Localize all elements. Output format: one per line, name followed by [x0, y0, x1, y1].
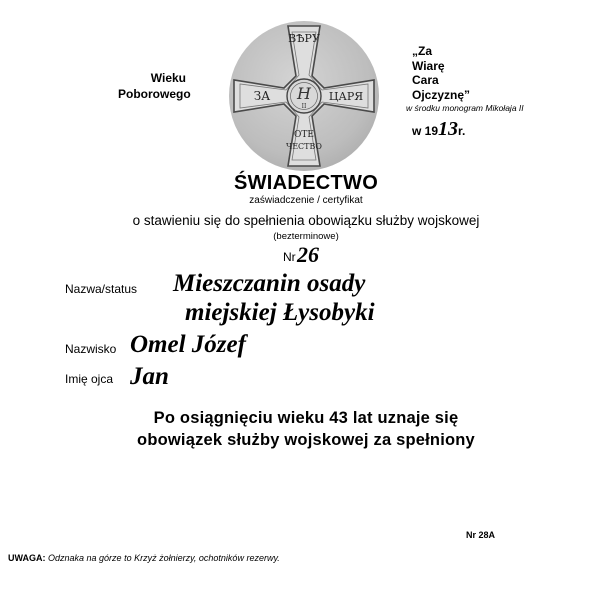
father-name-value: Jan — [130, 363, 169, 390]
note-label: UWAGA: — [8, 553, 46, 563]
footer-note — [8, 553, 280, 563]
age-category-line1: Wieku — [150, 71, 186, 85]
motto-line3: Cara — [412, 73, 439, 87]
document-permanence: (bezterminowe) — [273, 231, 339, 242]
medal-bottom-line1: ОТЕ — [294, 130, 314, 140]
motto-block — [412, 44, 470, 102]
medal-left-text: ЗА — [253, 89, 271, 103]
year-line — [412, 118, 465, 141]
age-category-label — [118, 70, 191, 102]
number-value: 26 — [297, 242, 319, 267]
year-suffix: r. — [458, 124, 466, 138]
surname-label: Nazwisko — [65, 342, 117, 356]
declaration — [0, 407, 600, 451]
form-number: Nr 28A — [466, 530, 496, 540]
surname-value: Omel Józef — [130, 331, 246, 358]
status-label: Nazwa/status — [65, 282, 138, 296]
militia-cross-medal-icon — [228, 20, 380, 172]
declaration-line1: Po osiągnięciu wieku 43 lat uznaje się — [153, 409, 459, 427]
status-value-line2: miejskiej Łysobyki — [185, 299, 375, 326]
number-label: Nr — [283, 250, 296, 264]
medal-top-text: ВѢРУ — [288, 32, 320, 45]
age-category-line2: Poborowego — [118, 87, 191, 101]
medal-right-text: ЦАРЯ — [328, 90, 364, 103]
year-prefix: w 19 — [412, 124, 439, 138]
medal-monogram-sub: II — [301, 103, 307, 110]
note-text: Odznaka na górze to Krzyż żołnierzy, ochotników rezerwy. — [48, 553, 280, 563]
document-title: ŚWIADECTWO — [233, 172, 379, 194]
monogram-note: w środku monogram Mikołaja II — [406, 103, 524, 113]
medal-monogram: Н — [297, 84, 311, 103]
declaration-line2: obowiązek służby wojskowej za spełniony — [137, 431, 475, 449]
motto-line4: Ojczyznę” — [412, 87, 471, 102]
status-value-line1: Mieszczanin osady — [173, 270, 366, 297]
father-name-label: Imię ojca — [65, 372, 114, 386]
document-subtitle: zaświadczenie / certyfikat — [249, 195, 363, 206]
motto-line1: „Za — [412, 44, 433, 58]
document-purpose: o stawieniu się do spełnienia obowiązku służby wojskowej — [132, 213, 480, 228]
medal-bottom-line2: ЧЕСТВО — [286, 142, 322, 151]
motto-line2: Wiarę — [412, 58, 445, 73]
year-handwritten: 13 — [438, 118, 459, 140]
